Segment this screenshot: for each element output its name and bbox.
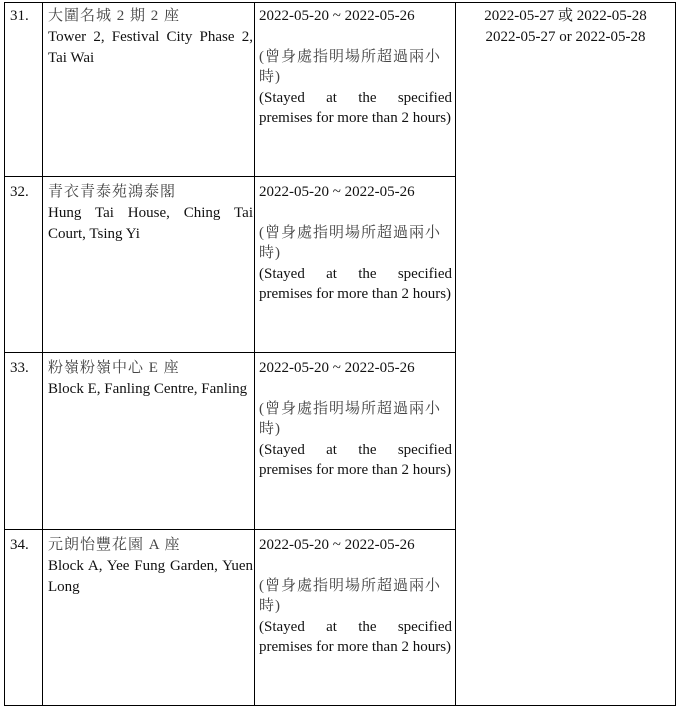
location-name-en: Block E, Fanling Centre, Fanling	[48, 381, 248, 397]
location-cell	[48, 182, 253, 245]
row-divider	[4, 352, 455, 353]
stay-note-zh: (曾身處指明場所超過兩小時)	[259, 224, 441, 261]
table-border-left	[4, 2, 5, 706]
row-number: 34.	[10, 537, 29, 553]
column-divider	[254, 2, 255, 706]
stay-note-en: (Stayed at the specified premises for more than 2 hours)	[259, 265, 452, 302]
row-number: 32.	[10, 184, 29, 200]
location-cell	[48, 535, 253, 598]
row-divider	[4, 529, 455, 530]
date-range: 2022-05-20 ~ 2022-05-26	[259, 537, 415, 553]
location-name-en: Block A, Yee Fung Garden, Yuen Long	[48, 558, 253, 595]
location-name-zh: 元朗怡豐花園 A 座	[48, 537, 181, 553]
table-border-right	[675, 2, 676, 706]
stay-note-en: (Stayed at the specified premises for more than 2 hours)	[259, 441, 452, 478]
date-cell	[259, 358, 452, 481]
stay-note-zh: (曾身處指明場所超過兩小時)	[259, 577, 441, 614]
stay-note-en: (Stayed at the specified premises for more than 2 hours)	[259, 618, 452, 655]
column-divider	[455, 2, 456, 706]
row-number: 33.	[10, 360, 29, 376]
table-border-top	[4, 2, 676, 3]
notification-date-cell	[455, 6, 676, 48]
date-cell	[259, 535, 452, 658]
date-range: 2022-05-20 ~ 2022-05-26	[259, 8, 415, 24]
location-name-en: Tower 2, Festival City Phase 2, Tai Wai	[48, 29, 253, 66]
stay-note-zh: (曾身處指明場所超過兩小時)	[259, 400, 441, 437]
location-cell	[48, 6, 253, 69]
date-range: 2022-05-20 ~ 2022-05-26	[259, 184, 415, 200]
notification-date-zh: 2022-05-27 或 2022-05-28	[484, 8, 647, 24]
location-name-en: Hung Tai House, Ching Tai Court, Tsing Yi	[48, 205, 253, 242]
location-name-zh: 粉嶺粉嶺中心 E 座	[48, 360, 180, 376]
date-cell	[259, 182, 452, 305]
stay-note-zh: (曾身處指明場所超過兩小時)	[259, 48, 441, 85]
stay-note-en: (Stayed at the specified premises for more than 2 hours)	[259, 89, 452, 126]
location-name-zh: 青衣青泰苑鴻泰閣	[48, 184, 177, 200]
notification-date-en: 2022-05-27 or 2022-05-28	[485, 29, 646, 45]
location-name-zh: 大圍名城 2 期 2 座	[48, 8, 181, 24]
location-cell	[48, 358, 253, 400]
date-cell	[259, 6, 452, 129]
date-range: 2022-05-20 ~ 2022-05-26	[259, 360, 415, 376]
row-number: 31.	[10, 8, 29, 24]
premises-table	[4, 2, 676, 706]
table-border-bottom	[4, 705, 676, 706]
column-divider	[42, 2, 43, 706]
row-divider	[4, 176, 455, 177]
